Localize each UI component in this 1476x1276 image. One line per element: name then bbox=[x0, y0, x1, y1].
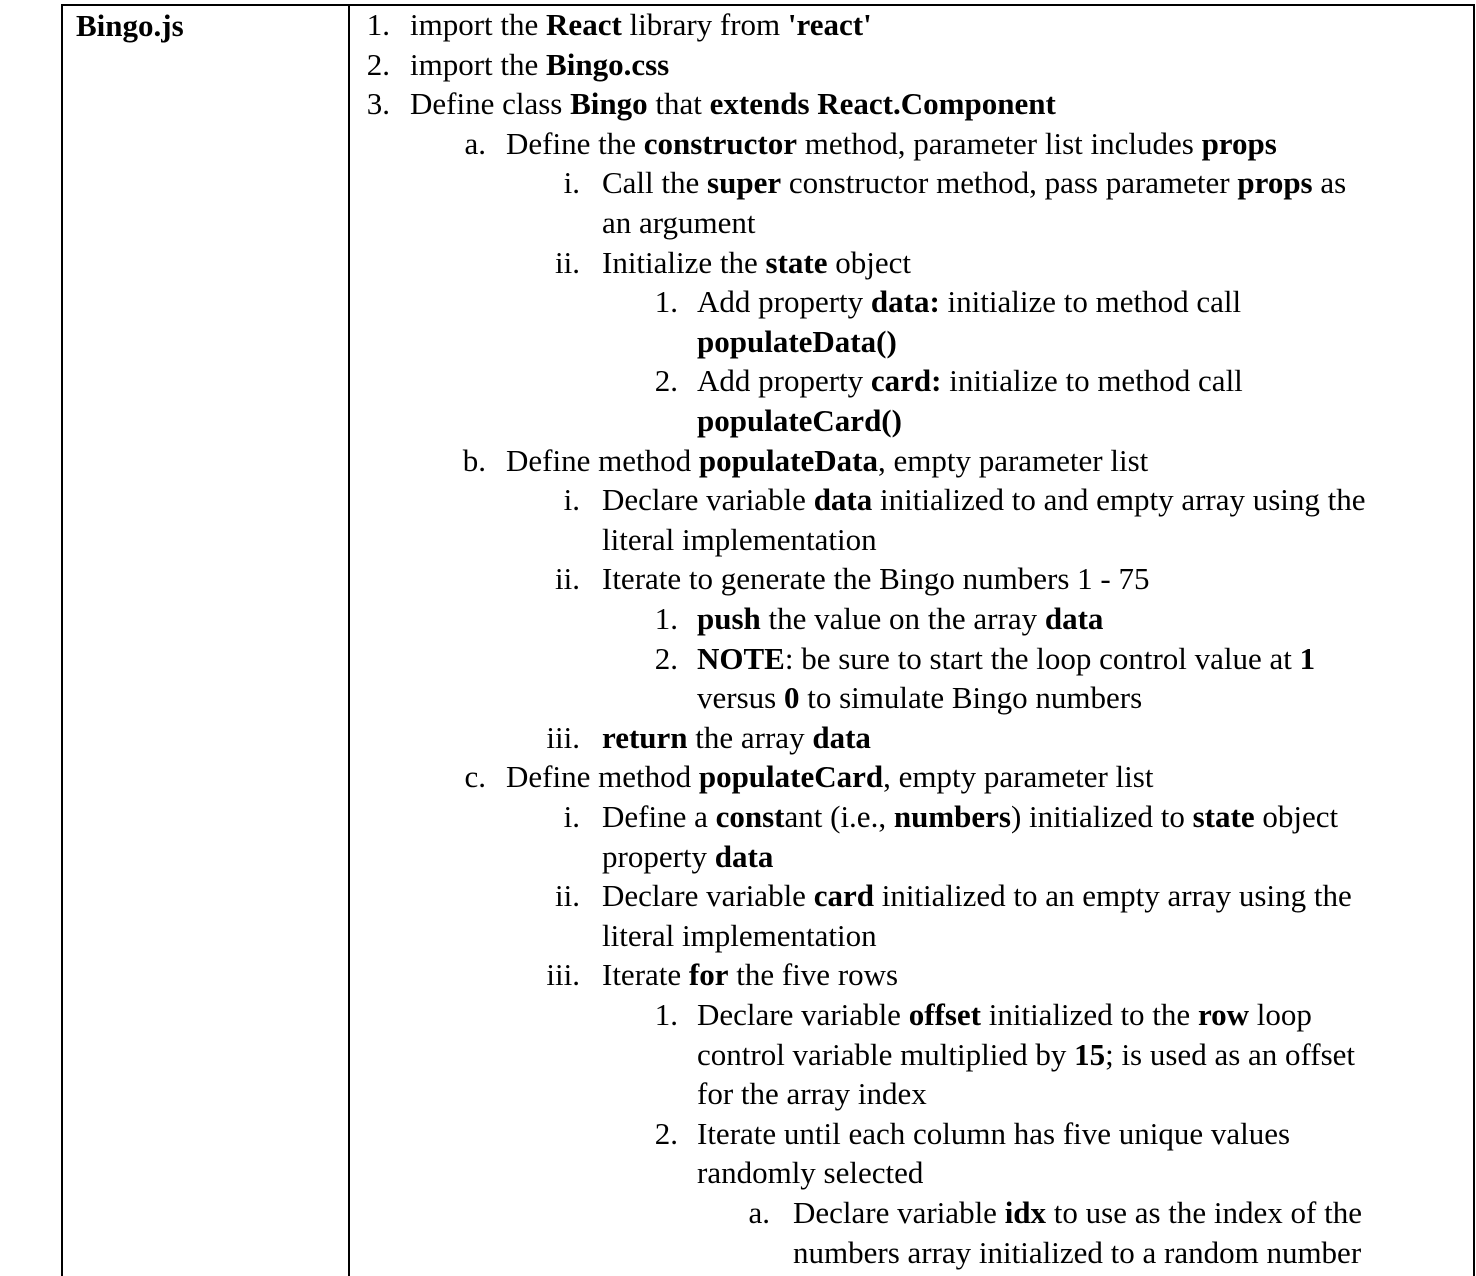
list-item-marker: 2. bbox=[654, 363, 678, 399]
bold-term: data bbox=[813, 482, 873, 518]
list-item bbox=[0, 797, 1476, 837]
bold-term: extends React.Component bbox=[709, 86, 1056, 122]
text-run: Define method bbox=[506, 759, 699, 795]
list-item-text bbox=[697, 599, 1103, 639]
list-item bbox=[0, 876, 1476, 916]
text-run: object bbox=[1254, 799, 1339, 834]
bold-term: constructor bbox=[643, 125, 797, 161]
list-item-text bbox=[602, 203, 756, 243]
text-run: Call the bbox=[602, 165, 708, 201]
bold-term: 15 bbox=[1074, 1036, 1106, 1072]
text-run: the value on the array bbox=[760, 601, 1045, 636]
text-run: Define a bbox=[602, 799, 716, 834]
list-item-text bbox=[602, 955, 898, 995]
text-run: as bbox=[1312, 165, 1347, 201]
bold-term: const bbox=[715, 799, 785, 834]
text-run: initialized to and empty array using the bbox=[872, 482, 1366, 518]
text-run: : be sure to start the loop control value at bbox=[784, 640, 1300, 676]
list-item-marker: iii. bbox=[546, 719, 580, 755]
list-item-marker: 1. bbox=[654, 601, 678, 636]
text-run: property bbox=[602, 838, 715, 874]
list-item bbox=[0, 1193, 1476, 1233]
bold-term: React bbox=[546, 7, 622, 42]
list-item-marker: 1. bbox=[366, 7, 390, 42]
bold-term: Bingo.css bbox=[546, 46, 670, 82]
bold-term: return bbox=[602, 719, 688, 755]
text-run: initialized to the bbox=[980, 997, 1198, 1032]
bold-term: for bbox=[688, 957, 729, 993]
bold-term: data bbox=[714, 838, 774, 874]
text-run: import the bbox=[410, 7, 547, 42]
list-item-text bbox=[410, 45, 669, 85]
text-run: the five rows bbox=[728, 957, 899, 993]
list-item bbox=[0, 401, 1476, 441]
text-run: initialize to method call bbox=[939, 284, 1242, 320]
text-run: , empty parameter list bbox=[877, 442, 1149, 478]
list-item-marker: 1. bbox=[654, 997, 678, 1032]
bold-term: populateCard() bbox=[697, 403, 902, 438]
list-item-marker: i. bbox=[563, 482, 580, 518]
list-item-marker: i. bbox=[563, 799, 580, 834]
list-item-text bbox=[602, 163, 1346, 203]
list-item bbox=[0, 757, 1476, 797]
text-run: an argument bbox=[602, 205, 756, 240]
list-item-text bbox=[697, 1074, 927, 1114]
text-run: Define the bbox=[506, 125, 644, 161]
list-item-text bbox=[602, 559, 1149, 599]
list-item bbox=[0, 639, 1476, 679]
list-item-text bbox=[697, 322, 897, 362]
text-run: import the bbox=[410, 46, 547, 82]
list-item-marker: 3. bbox=[366, 86, 390, 122]
text-run: method, parameter list includes bbox=[796, 125, 1202, 161]
list-item-marker: c. bbox=[464, 759, 486, 795]
list-item bbox=[0, 282, 1476, 322]
list-item-marker: iii. bbox=[546, 957, 580, 993]
bold-term: 'react' bbox=[787, 7, 872, 42]
text-run: the array bbox=[687, 719, 813, 755]
bold-term: card bbox=[813, 878, 874, 914]
bold-term: populateData() bbox=[697, 323, 897, 359]
list-item-marker: 2. bbox=[366, 46, 390, 82]
text-run: control variable multiplied by bbox=[697, 1036, 1075, 1072]
list-item bbox=[0, 995, 1476, 1035]
list-item bbox=[0, 5, 1476, 45]
list-item bbox=[0, 124, 1476, 164]
bold-term: populateData bbox=[698, 442, 878, 478]
list-item bbox=[0, 916, 1476, 956]
list-item-text bbox=[697, 1153, 923, 1193]
bold-term: card: bbox=[870, 363, 942, 399]
text-run: library from bbox=[621, 7, 788, 42]
list-item bbox=[0, 1114, 1476, 1154]
bold-term: state bbox=[765, 244, 828, 280]
list-item bbox=[0, 559, 1476, 599]
text-run: to simulate Bingo numbers bbox=[799, 680, 1143, 716]
list-item-text bbox=[602, 837, 773, 877]
bold-term: row bbox=[1197, 997, 1250, 1032]
text-run: , empty parameter list bbox=[883, 759, 1154, 795]
list-item-text bbox=[602, 480, 1366, 520]
list-item-text bbox=[506, 124, 1277, 164]
list-item-text bbox=[602, 520, 877, 560]
list-item bbox=[0, 837, 1476, 877]
text-run: Iterate to generate the Bingo numbers 1 - 75 bbox=[602, 561, 1150, 597]
list-item bbox=[0, 203, 1476, 243]
text-run: Initialize the bbox=[602, 244, 766, 280]
list-item-text bbox=[793, 1193, 1362, 1233]
list-item-marker: 2. bbox=[654, 640, 678, 676]
list-item bbox=[0, 520, 1476, 560]
text-run: numbers array initialized to a random number bbox=[793, 1234, 1362, 1270]
text-run: literal implementation bbox=[602, 917, 877, 953]
text-run: Define method bbox=[506, 442, 699, 478]
text-run: randomly selected bbox=[697, 1155, 924, 1191]
bold-term: Bingo bbox=[570, 86, 648, 122]
bold-term: data bbox=[1044, 601, 1104, 636]
list-item-text bbox=[697, 639, 1315, 679]
list-item-text bbox=[697, 1035, 1355, 1075]
bold-term: state bbox=[1192, 799, 1255, 834]
list-item-text bbox=[697, 361, 1243, 401]
bold-term: super bbox=[707, 165, 782, 201]
list-item bbox=[0, 718, 1476, 758]
text-run: Iterate until each column has five unique values bbox=[697, 1115, 1291, 1151]
text-run: Iterate bbox=[602, 957, 689, 993]
text-run: that bbox=[647, 86, 710, 122]
bold-term: idx bbox=[1004, 1195, 1047, 1230]
text-run: initialized to an empty array using the bbox=[873, 878, 1352, 914]
text-run: initialize to method call bbox=[941, 363, 1243, 399]
list-item-marker: ii. bbox=[555, 878, 580, 914]
text-run: ant (i.e., bbox=[784, 799, 894, 834]
list-item-text bbox=[697, 678, 1142, 718]
list-item-marker: a. bbox=[464, 125, 486, 161]
list-item-marker: 2. bbox=[654, 1115, 678, 1151]
list-item-text bbox=[602, 797, 1338, 837]
list-item bbox=[0, 480, 1476, 520]
list-item bbox=[0, 243, 1476, 283]
bold-term: data bbox=[812, 719, 871, 755]
bold-term: push bbox=[697, 601, 761, 636]
list-item-marker: 1. bbox=[654, 284, 678, 320]
bold-term: 1 bbox=[1299, 640, 1316, 676]
list-item bbox=[0, 322, 1476, 362]
list-item-text bbox=[410, 5, 872, 45]
text-run: Define class bbox=[410, 86, 571, 122]
list-item-text bbox=[410, 84, 1056, 124]
bold-term: props bbox=[1237, 165, 1313, 201]
list-item-text bbox=[697, 995, 1312, 1035]
list-item bbox=[0, 599, 1476, 639]
list-item-text bbox=[602, 718, 871, 758]
text-run: Add property bbox=[697, 284, 871, 320]
list-item-marker: ii. bbox=[555, 244, 580, 280]
text-run: Declare variable bbox=[602, 878, 814, 914]
list-item bbox=[0, 678, 1476, 718]
list-item bbox=[0, 955, 1476, 995]
list-item-text bbox=[602, 243, 911, 283]
bold-term: numbers bbox=[893, 799, 1011, 834]
list-item-marker: b. bbox=[462, 442, 486, 478]
list-item bbox=[0, 361, 1476, 401]
bold-term: props bbox=[1201, 125, 1277, 161]
bold-term: data: bbox=[870, 284, 940, 320]
list-item bbox=[0, 441, 1476, 481]
text-run: ; is used as an offset bbox=[1105, 1036, 1356, 1072]
list-item-text bbox=[602, 916, 877, 956]
text-run: versus bbox=[697, 680, 784, 716]
list-item-text bbox=[602, 876, 1352, 916]
list-item bbox=[0, 45, 1476, 85]
text-run: Add property bbox=[697, 363, 871, 399]
list-item bbox=[0, 1074, 1476, 1114]
text-run: loop bbox=[1249, 997, 1312, 1032]
bold-term: 0 bbox=[783, 680, 800, 716]
text-run: literal implementation bbox=[602, 521, 877, 557]
list-item bbox=[0, 84, 1476, 124]
list-item-text bbox=[697, 282, 1241, 322]
text-run: for the array index bbox=[697, 1076, 927, 1112]
list-item-text bbox=[697, 1114, 1290, 1154]
list-item bbox=[0, 1153, 1476, 1193]
text-run: ) initialized to bbox=[1010, 799, 1193, 834]
list-item-marker: a. bbox=[748, 1195, 770, 1230]
text-run: constructor method, pass parameter bbox=[781, 165, 1238, 201]
list-item-text bbox=[697, 401, 902, 441]
text-run: to use as the index of the bbox=[1046, 1195, 1362, 1230]
text-run: Declare variable bbox=[602, 482, 814, 518]
bold-term: NOTE bbox=[697, 640, 785, 676]
text-run: object bbox=[827, 244, 912, 280]
list-item-text bbox=[506, 441, 1148, 481]
file-name-label: Bingo.js bbox=[76, 8, 184, 43]
text-run: Declare variable bbox=[793, 1195, 1005, 1230]
list-item-marker: ii. bbox=[555, 561, 580, 597]
list-item-marker: i. bbox=[563, 165, 580, 201]
list-item-text bbox=[793, 1233, 1361, 1273]
text-run: Declare variable bbox=[697, 997, 909, 1032]
list-item bbox=[0, 1035, 1476, 1075]
list-item bbox=[0, 1233, 1476, 1273]
list-item bbox=[0, 163, 1476, 203]
list-item-text bbox=[506, 757, 1153, 797]
bold-term: populateCard bbox=[698, 759, 884, 795]
bold-term: offset bbox=[908, 997, 981, 1032]
